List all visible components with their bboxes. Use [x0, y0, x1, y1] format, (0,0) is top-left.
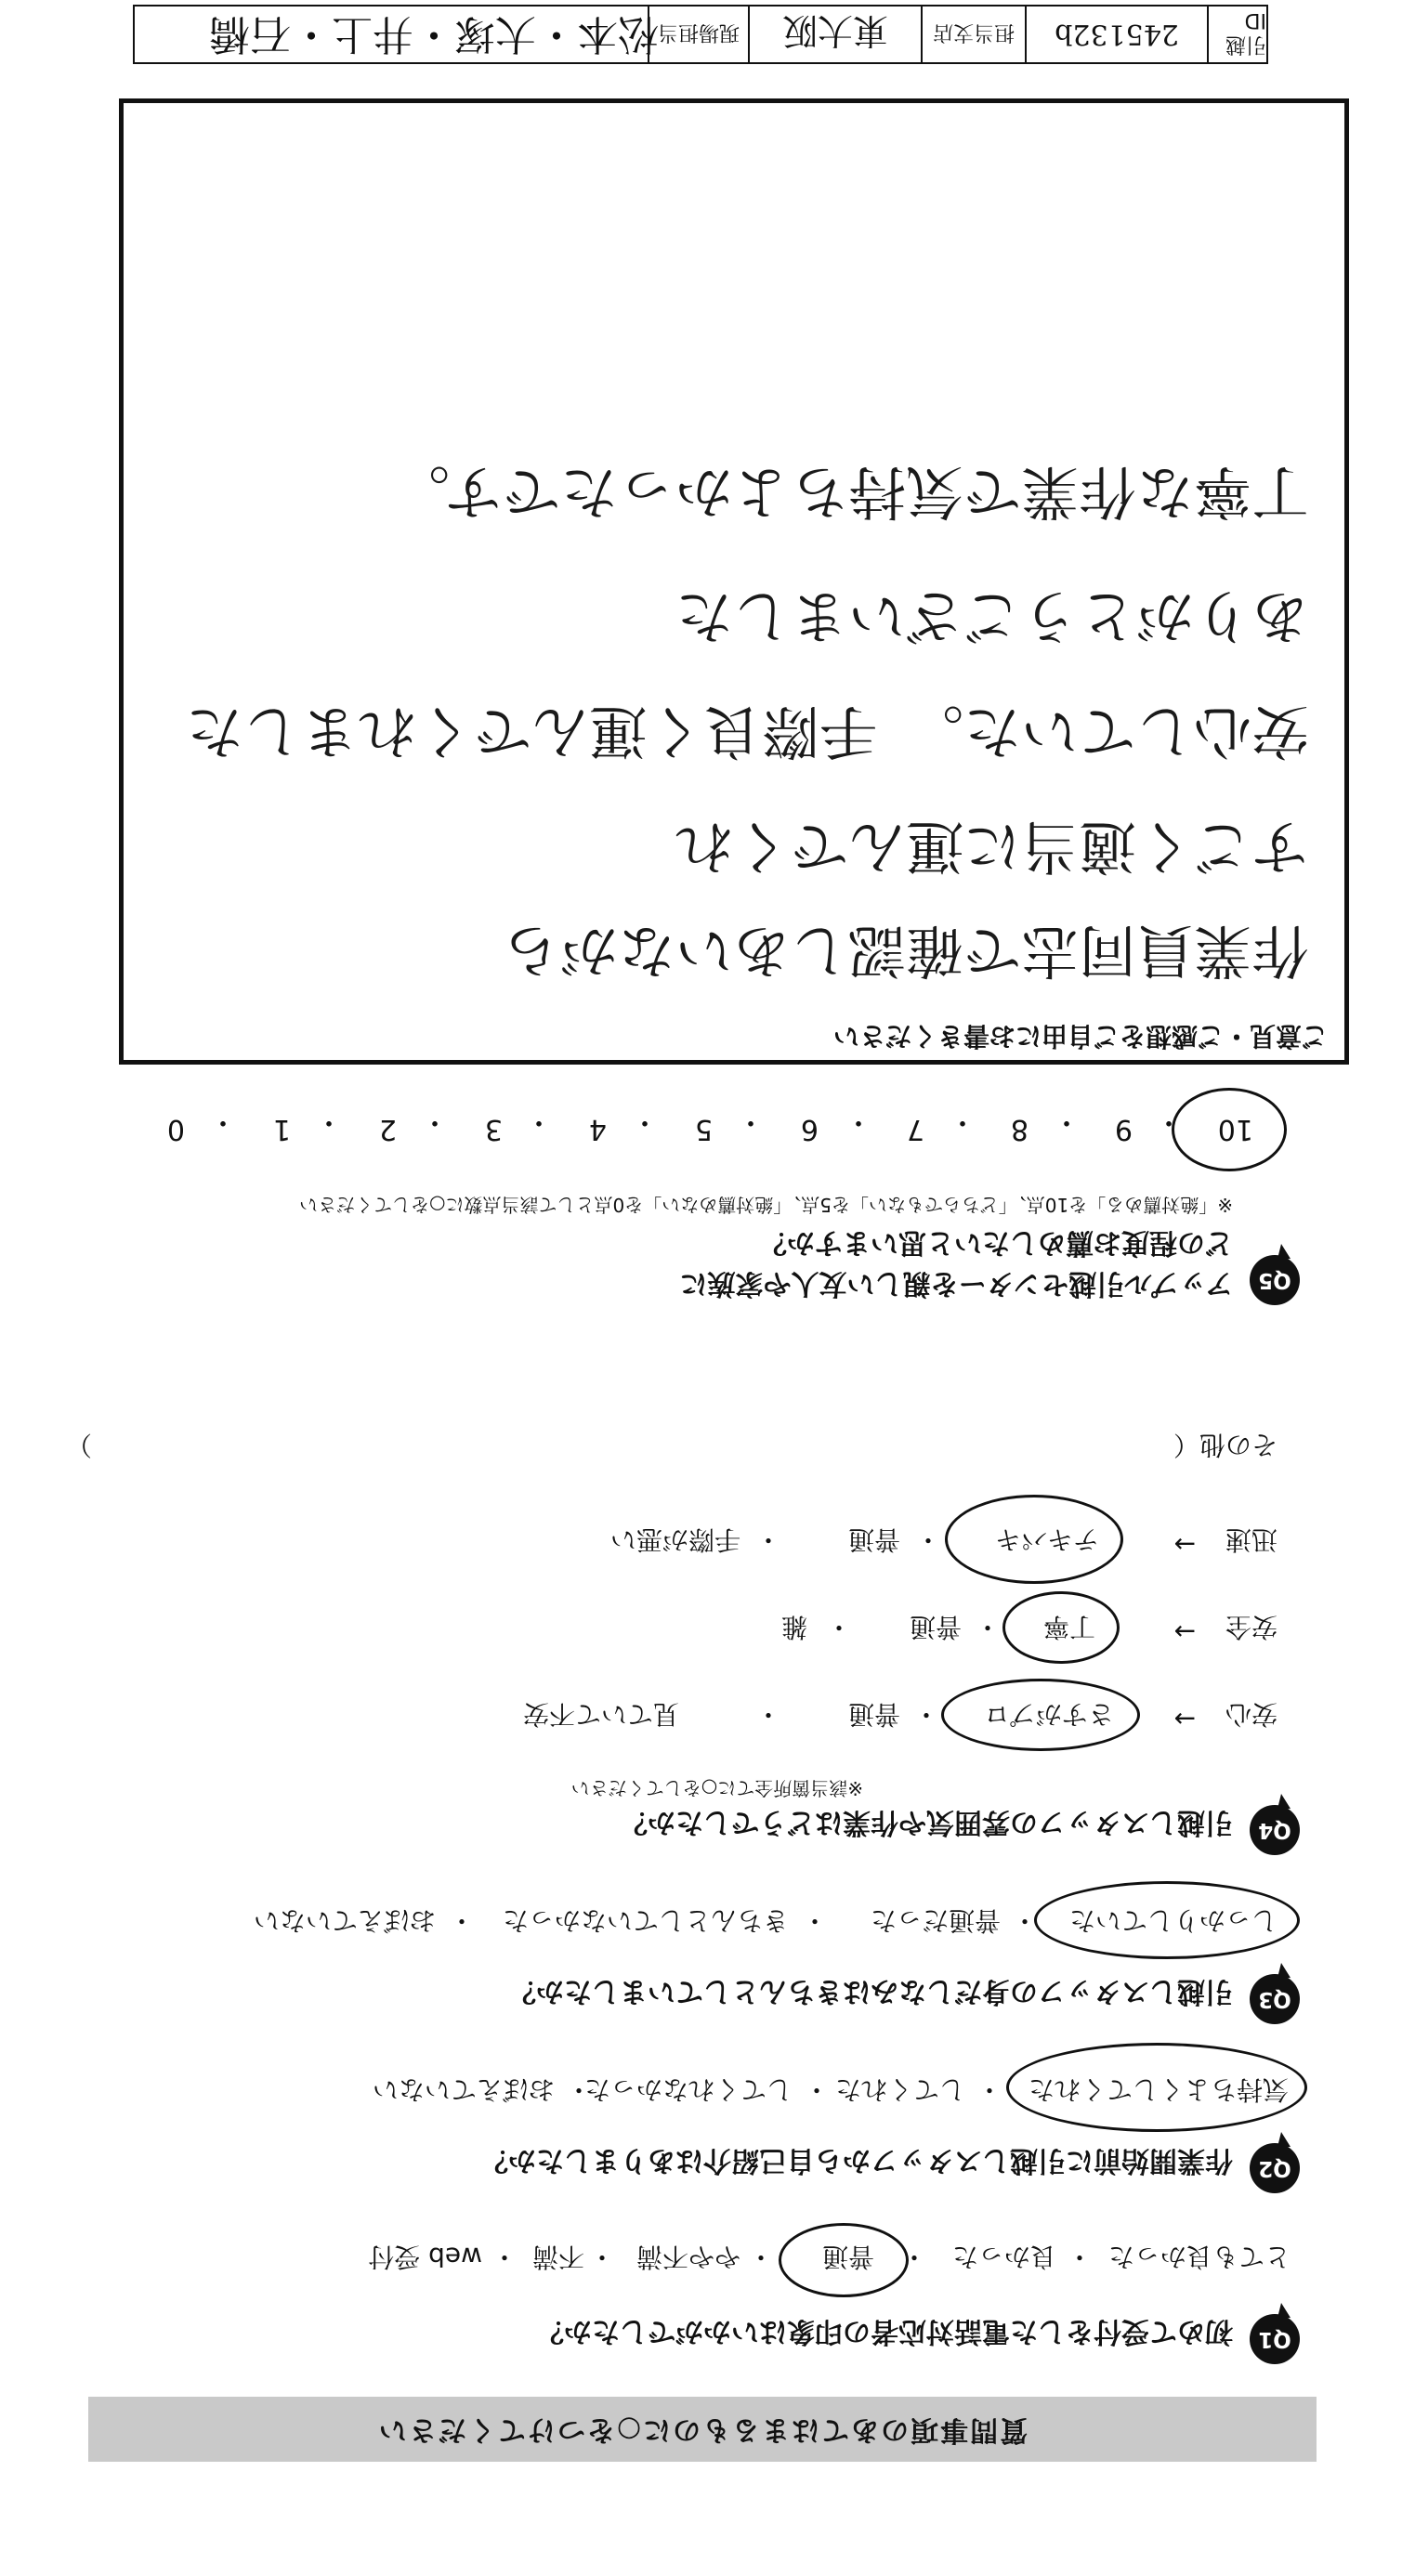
separator-dot: ・: [801, 1905, 828, 1936]
q4-badge: Q4: [1250, 1805, 1300, 1855]
q4-anzen-option-careful[interactable]: 丁寧: [1042, 1612, 1095, 1642]
q5-score-5[interactable]: 5: [694, 1113, 713, 1145]
separator-dot: ・: [1155, 1105, 1183, 1138]
q2-option-did-not[interactable]: してくれなかった: [583, 2074, 793, 2105]
q4-jinsoku-option-slow[interactable]: 手際が悪い: [609, 1524, 740, 1555]
q4-note: ※該当箇所全てに○をしてください: [570, 1777, 863, 1799]
separator-dot: ・: [825, 1612, 852, 1642]
separator-dot: ・: [754, 1524, 781, 1555]
q5-badge: Q5: [1250, 1255, 1300, 1305]
separator-dot: ・: [1053, 1105, 1081, 1138]
q5-score-0[interactable]: 0: [166, 1113, 185, 1145]
separator-dot: ・: [565, 2074, 592, 2105]
separator-dot: ・: [421, 1105, 449, 1138]
q3-question: 引越しスタッフの身だしなみはきちんとしていましたか？: [508, 1975, 1233, 2007]
q4-label-jinsoku: 迅速: [1225, 1524, 1278, 1555]
q5-score-10[interactable]: 10: [1217, 1113, 1253, 1145]
q1-option-good[interactable]: 良かった: [951, 2242, 1056, 2272]
separator-dot: ・: [747, 2242, 774, 2272]
arrow-icon: →: [1173, 1616, 1196, 1647]
footer-branch-value: 東大阪: [748, 7, 922, 62]
q5-score-3[interactable]: 3: [484, 1113, 503, 1145]
separator-dot: ・: [754, 1699, 781, 1730]
q4-label-anshin: 安心: [1225, 1699, 1278, 1730]
q5-note: ※「絶対薦める」を10点、「どちらでもない」を5点、「絶対薦めない」を0点として該当点数に○をしてください: [299, 1194, 1233, 1216]
instruction-text: 質問事項のあてはまるものに○をつけてください: [376, 2413, 1029, 2446]
footer-id-value: 245132b: [1025, 7, 1208, 62]
q3-option-neat[interactable]: しっかりしていた: [1068, 1905, 1278, 1936]
q1-option-web[interactable]: web 受付: [368, 2242, 482, 2272]
q4-label-anzen: 安全: [1225, 1612, 1278, 1642]
q2-badge: Q2: [1250, 2143, 1300, 2193]
q5-score-8[interactable]: 8: [1010, 1113, 1029, 1145]
comment-line-4: ありがとうございました: [675, 582, 1309, 650]
footer-branch-label: 担当支店: [921, 7, 1024, 62]
q1-question: 初めて受付をした電話対応者の印象はいかがでしたか？: [536, 2315, 1233, 2347]
footer-id-label: 引越ID: [1207, 7, 1266, 62]
separator-dot: ・: [737, 1105, 765, 1138]
q4-anshin-option-normal[interactable]: 普通: [847, 1699, 900, 1730]
separator-dot: ・: [974, 1612, 1001, 1642]
separator-dot: ・: [1066, 2242, 1093, 2272]
separator-dot: ・: [631, 1105, 659, 1138]
separator-dot: ・: [525, 1105, 553, 1138]
q4-other-label: その他（: [1173, 1430, 1278, 1460]
q5-score-2[interactable]: 2: [378, 1113, 397, 1145]
separator-dot: ・: [315, 1105, 343, 1138]
q4-anshin-option-uneasy[interactable]: 見ていて不安: [522, 1699, 679, 1730]
footer-leader-label: 現場担当: [648, 7, 747, 62]
separator-dot: ・: [949, 1105, 976, 1138]
q5-score-7[interactable]: 7: [906, 1113, 924, 1145]
q5-score-6[interactable]: 6: [800, 1113, 819, 1145]
separator-dot: ・: [448, 1905, 475, 1936]
separator-dot: ・: [914, 1524, 941, 1555]
comment-line-3: 安心していた。 手際良く運んでくれました: [185, 698, 1309, 765]
q4-other-close: ）: [65, 1430, 92, 1460]
q4-jinsoku-option-quick[interactable]: テキパキ: [994, 1524, 1099, 1555]
comment-title: ご意見・ご感想をご自由にお書きください: [832, 1021, 1328, 1052]
comment-line-5: 丁寧な作業で気持ちよかったです。: [391, 458, 1309, 526]
q2-option-did[interactable]: してくれた: [834, 2074, 965, 2105]
q1-option-somewhat-dissatisfied[interactable]: やや不満: [635, 2242, 740, 2272]
q5-question-line2: どの程度お薦めしたいと思いますか？: [759, 1226, 1233, 1259]
q4-jinsoku-option-normal[interactable]: 普通: [847, 1524, 900, 1555]
q5-score-4[interactable]: 4: [588, 1113, 607, 1145]
q3-option-not-neat[interactable]: きちんとしていなかった: [502, 1905, 789, 1936]
q2-question: 作業開始前に引越しスタッフから自己紹介はありましたか？: [480, 2144, 1233, 2177]
comment-line-2: すごく適当に運んでくれ: [675, 813, 1309, 881]
separator-dot: ・: [1011, 1905, 1038, 1936]
q1-option-very-good[interactable]: とても良かった: [1107, 2242, 1291, 2272]
arrow-icon: →: [1173, 1704, 1196, 1734]
q1-option-dissatisfied[interactable]: 不満: [531, 2242, 584, 2272]
arrow-icon: →: [1173, 1529, 1196, 1560]
q4-anzen-option-rough[interactable]: 雑: [780, 1612, 807, 1642]
staff-signature: 松本・大塚・井上・石橋: [209, 10, 659, 58]
separator-dot: ・: [900, 2242, 927, 2272]
q4-anshin-option-pro[interactable]: さすがプロ: [983, 1699, 1114, 1730]
q2-option-dont-remember[interactable]: おぼえていない: [372, 2074, 555, 2105]
q4-question: 引越しスタッフの雰囲気や作業はどうでしたか？: [620, 1806, 1233, 1838]
q2-option-pleasantly[interactable]: 気持ちよくしてくれた: [1028, 2074, 1289, 2105]
comment-line-1: 作業員同志で確認しあいながら: [502, 917, 1309, 985]
q1-badge: Q1: [1250, 2314, 1300, 2364]
separator-dot: ・: [976, 2074, 1002, 2105]
q5-score-1[interactable]: 1: [272, 1113, 291, 1145]
q1-option-normal[interactable]: 普通: [821, 2242, 874, 2272]
separator-dot: ・: [491, 2242, 518, 2272]
separator-dot: ・: [209, 1105, 237, 1138]
separator-dot: ・: [912, 1699, 939, 1730]
q3-badge: Q3: [1250, 1974, 1300, 2024]
separator-dot: ・: [588, 2242, 615, 2272]
separator-dot: ・: [845, 1105, 872, 1138]
q5-question-line1: アップル引越センターを親しい友人や家族に: [679, 1267, 1233, 1300]
separator-dot: ・: [803, 2074, 830, 2105]
q5-score-9[interactable]: 9: [1114, 1113, 1133, 1145]
q3-option-dont-remember[interactable]: おぼえていない: [253, 1905, 436, 1936]
q3-option-normal[interactable]: 普通だった: [870, 1905, 1001, 1936]
q4-anzen-option-normal[interactable]: 普通: [909, 1612, 962, 1642]
